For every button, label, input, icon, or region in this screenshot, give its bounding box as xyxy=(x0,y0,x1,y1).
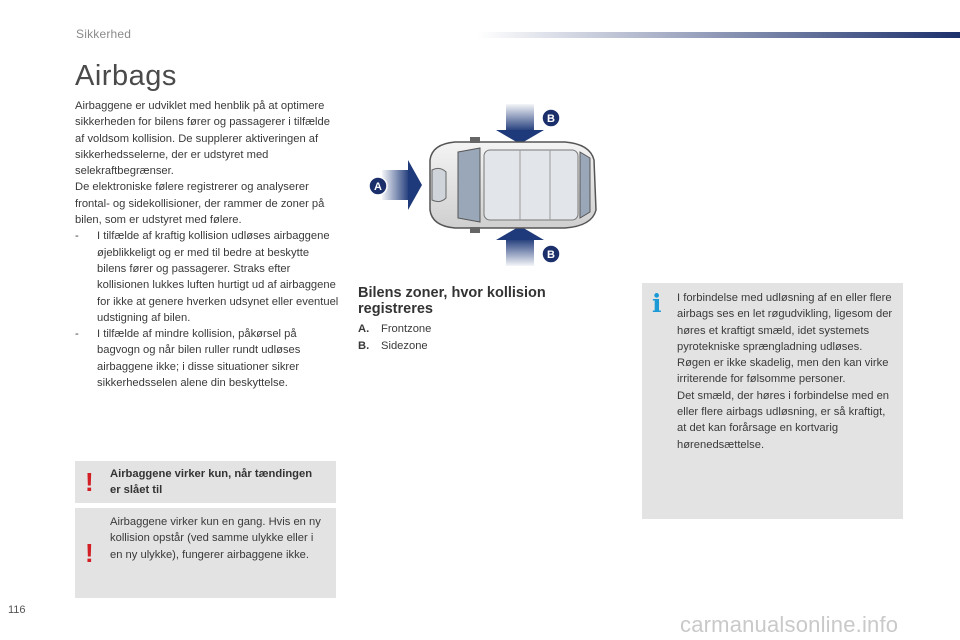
zone-label: Sidezone xyxy=(381,340,428,352)
bullet-marker: - xyxy=(75,230,79,243)
info-paragraph: Det smæld, der høres i forbindelse med en eller flere airbags udløsning, er så kraftigt, at det kan forårsage en kortvarig hørenedsættelse. xyxy=(677,389,890,451)
list-item xyxy=(75,228,340,326)
warning-box-ignition xyxy=(75,461,336,503)
side-arrow-bottom xyxy=(496,226,544,266)
sensors-paragraph: De elektroniske følere registrerer og analyserer frontal- og sidekollisioner, der rammer de zoner på bilen, som er udstyret med følere. xyxy=(75,181,325,227)
badge-b-label: B xyxy=(547,249,555,261)
warning-text: Airbaggene virker kun, når tændingen er slået til xyxy=(110,468,313,497)
car-zones-diagram xyxy=(360,100,615,270)
page-number: 116 xyxy=(8,604,26,616)
warning-icon: ! xyxy=(85,467,94,497)
zones-heading: Bilens zoner, hvor kollision registreres xyxy=(358,285,546,317)
list-item xyxy=(75,326,340,391)
zone-item-front xyxy=(358,323,431,335)
body-text xyxy=(75,98,340,391)
info-paragraph: I forbindelse med udløsning af en eller flere airbags ses en let røgudvikling, ligesom der høres et kraftigt smæld, idet systemets pyrotekniske sprængladning udløses. xyxy=(677,292,893,353)
info-icon: i xyxy=(652,289,662,318)
zone-letter: B. xyxy=(358,340,370,352)
car-top-view xyxy=(430,137,596,233)
badge-b-label: B xyxy=(547,113,555,125)
badge-a xyxy=(369,177,387,195)
bullet-marker: - xyxy=(75,328,79,341)
front-arrow xyxy=(382,160,422,210)
info-box xyxy=(642,283,903,519)
side-arrow-top xyxy=(496,104,544,144)
zone-label: Frontzone xyxy=(381,323,432,335)
info-text xyxy=(677,290,895,453)
warning-box-once xyxy=(75,508,336,598)
watermark: carmanualsonline.info xyxy=(680,612,899,637)
page-title: Airbags xyxy=(75,60,177,92)
badge-a-label: A xyxy=(374,181,382,193)
section-label: Sikkerhed xyxy=(76,27,132,41)
header-bar xyxy=(478,32,960,38)
badge-b-top xyxy=(542,109,560,127)
zone-item-side xyxy=(358,340,428,352)
intro-paragraph: Airbaggene er udviklet med henblik på at optimere sikkerheden for bilens fører og passagerer i tilfælde af voldsom kollision. De supplerer aktiveringen af sikkerhedsselerne, der er udstyret med selekraftbegrænser. xyxy=(75,100,330,178)
badge-b-bottom xyxy=(542,245,560,263)
list-item-text: I tilfælde af mindre kollision, påkørsel på bagvogn og når bilen ruller rundt udløses airbaggene ikke; i disse situationer sikrer sikkerhedsselen alene din beskyttelse. xyxy=(97,328,301,390)
warning-icon: ! xyxy=(85,538,94,568)
info-paragraph: Røgen er ikke skadelig, men den kan virke irriterende for følsomme personer. xyxy=(677,357,889,386)
warning-text: Airbaggene virker kun en gang. Hvis en ny kollision opstår (ved samme ulykke eller i en ny ulykke), fungerer airbaggene ikke. xyxy=(110,516,321,561)
list-item-text: I tilfælde af kraftig kollision udløses airbaggene øjeblikkeligt og er med til bedre at beskytte bilens fører og passagerer. Straks efter kollisionen lukkes luften hurtigt ud af airbaggene for ikke at genere hverken udsynet eller eventuel udstigning af bilen. xyxy=(97,230,339,324)
zone-letter: A. xyxy=(358,323,370,335)
